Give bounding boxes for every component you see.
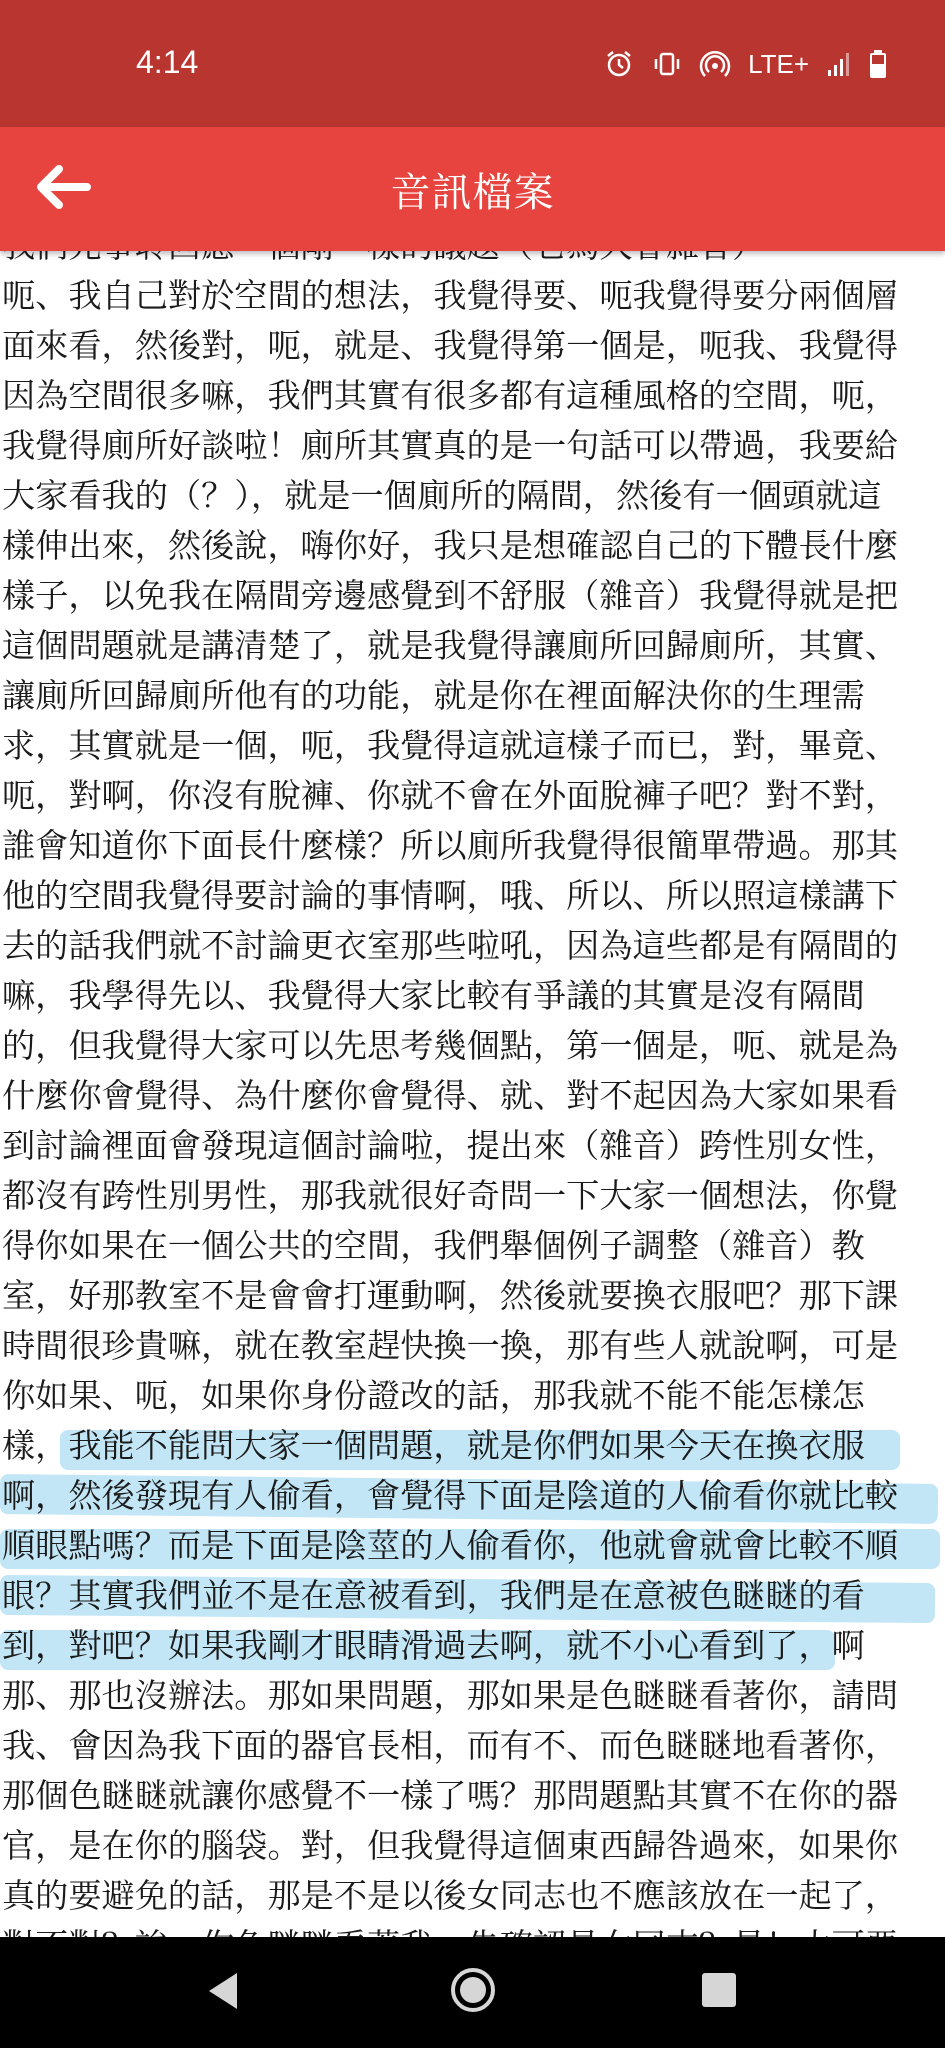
transcript-line: 時間很珍貴嘛，就在教室趕快換一換，那有些人就說啊，可是 xyxy=(2,1326,899,1365)
vibrate-icon xyxy=(652,49,682,79)
transcript-line: 那個色瞇瞇就讓你感覺不一樣了嗎？那問題點其實不在你的器 xyxy=(2,1776,899,1815)
transcript-scroll-area[interactable] xyxy=(0,251,945,1937)
signal-icon xyxy=(827,50,851,78)
transcript-line: 樣伸出來，然後說，嗨你好，我只是想確認自己的下體長什麼 xyxy=(2,526,899,565)
transcript-line: 官，是在你的腦袋。對，但我覺得這個東西歸咎過來，如果你 xyxy=(2,1826,899,1865)
nav-home-button[interactable] xyxy=(450,1967,496,2017)
transcript-line: 啊，然後發現有人偷看，會覺得下面是陰道的人偷看你就比較 xyxy=(2,1476,899,1515)
network-label: LTE+ xyxy=(748,48,809,79)
transcript-line: 求，其實就是一個，呃，我覺得這就這樣子而已，對，畢竟、 xyxy=(2,726,899,765)
hotspot-icon xyxy=(700,49,730,79)
transcript-line: 到，對吧？如果我剛才眼睛滑過去啊，就不小心看到了，啊 xyxy=(2,1626,865,1665)
alarm-icon xyxy=(604,49,634,79)
nav-back-icon xyxy=(205,1998,241,2017)
transcript-line: 誰會知道你下面長什麼樣？所以廁所我覺得很簡單帶過。那其 xyxy=(2,826,899,865)
transcript-line: 這個問題就是講清楚了，就是我覺得讓廁所回歸廁所，其實、 xyxy=(2,626,899,665)
nav-recents-button[interactable] xyxy=(700,1971,738,2013)
transcript-line: 呃，對啊，你沒有脫褲、你就不會在外面脫褲子吧？對不對， xyxy=(2,776,899,815)
status-icons xyxy=(604,44,887,84)
transcript-text xyxy=(0,221,945,1971)
transcript-line: 眼？其實我們並不是在意被看到，我們是在意被色瞇瞇的看 xyxy=(2,1576,865,1615)
transcript-line: 呃、我自己對於空間的想法，我覺得要、呃我覺得要分兩個層 xyxy=(2,276,899,315)
transcript-line: 因為空間很多嘛，我們其實有很多都有這種風格的空間，呃， xyxy=(2,376,899,415)
transcript-line: 那、那也沒辦法。那如果問題，那如果是色瞇瞇看著你，請問 xyxy=(2,1676,899,1715)
transcript-line: 讓廁所回歸廁所他有的功能，就是你在裡面解決你的生理需 xyxy=(2,676,865,715)
nav-home-icon xyxy=(450,1998,496,2017)
transcript-line: 我、會因為我下面的器官長相，而有不、而色瞇瞇地看著你， xyxy=(2,1726,899,1765)
transcript-line: 什麼你會覺得、為什麼你會覺得、就、對不起因為大家如果看 xyxy=(2,1076,899,1115)
transcript-line: 的，但我覺得大家可以先思考幾個點，第一個是，呃、就是為 xyxy=(2,1026,899,1065)
transcript-line: 你如果、呃，如果你身份證改的話，那我就不能不能怎樣怎 xyxy=(2,1376,865,1415)
transcript-line: 嘛，我學得先以、我覺得大家比較有爭議的其實是沒有隔間 xyxy=(2,976,865,1015)
transcript-line: 面來看，然後對，呃，就是、我覺得第一個是，呃我、我覺得 xyxy=(2,326,899,365)
status-bar xyxy=(0,0,945,127)
nav-recents-icon xyxy=(700,1994,738,2013)
app-bar xyxy=(0,127,945,251)
transcript-line: 到討論裡面會發現這個討論啦，提出來（雜音）跨性別女性， xyxy=(2,1126,899,1165)
transcript-line: 去的話我們就不討論更衣室那些啦吼，因為這些都是有隔間的 xyxy=(2,926,899,965)
transcript-line: 真的要避免的話，那是不是以後女同志也不應該放在一起了， xyxy=(2,1876,899,1915)
transcript-line: 順眼點嗎？而是下面是陰莖的人偷看你，他就會就會比較不順 xyxy=(2,1526,899,1565)
transcript-line: 大家看我的（？），就是一個廁所的隔間，然後有一個頭就這 xyxy=(2,476,882,515)
system-nav-bar xyxy=(0,1937,945,2048)
transcript-line: 他的空間我覺得要討論的事情啊，哦、所以、所以照這樣講下 xyxy=(2,876,899,915)
transcript-line: 室，好那教室不是會會打運動啊，然後就要換衣服吧？那下課 xyxy=(2,1276,899,1315)
transcript-line: 樣子，以免我在隔間旁邊感覺到不舒服（雜音）我覺得就是把 xyxy=(2,576,899,615)
page-title: 音訊檔案 xyxy=(390,170,555,216)
transcript-line: 樣，我能不能問大家一個問題，就是你們如果今天在換衣服 xyxy=(2,1426,865,1465)
battery-icon xyxy=(869,49,887,79)
transcript-line: 都沒有跨性別男性，那我就很好奇問一下大家一個想法，你覺 xyxy=(2,1176,899,1215)
status-time: 4:14 xyxy=(136,44,199,80)
transcript-line: 得你如果在一個公共的空間，我們舉個例子調整（雜音）教 xyxy=(2,1226,865,1265)
transcript-line: 我覺得廁所好談啦！廁所其實真的是一句話可以帶過，我要給 xyxy=(2,426,899,465)
nav-back-button[interactable] xyxy=(205,1969,241,2017)
